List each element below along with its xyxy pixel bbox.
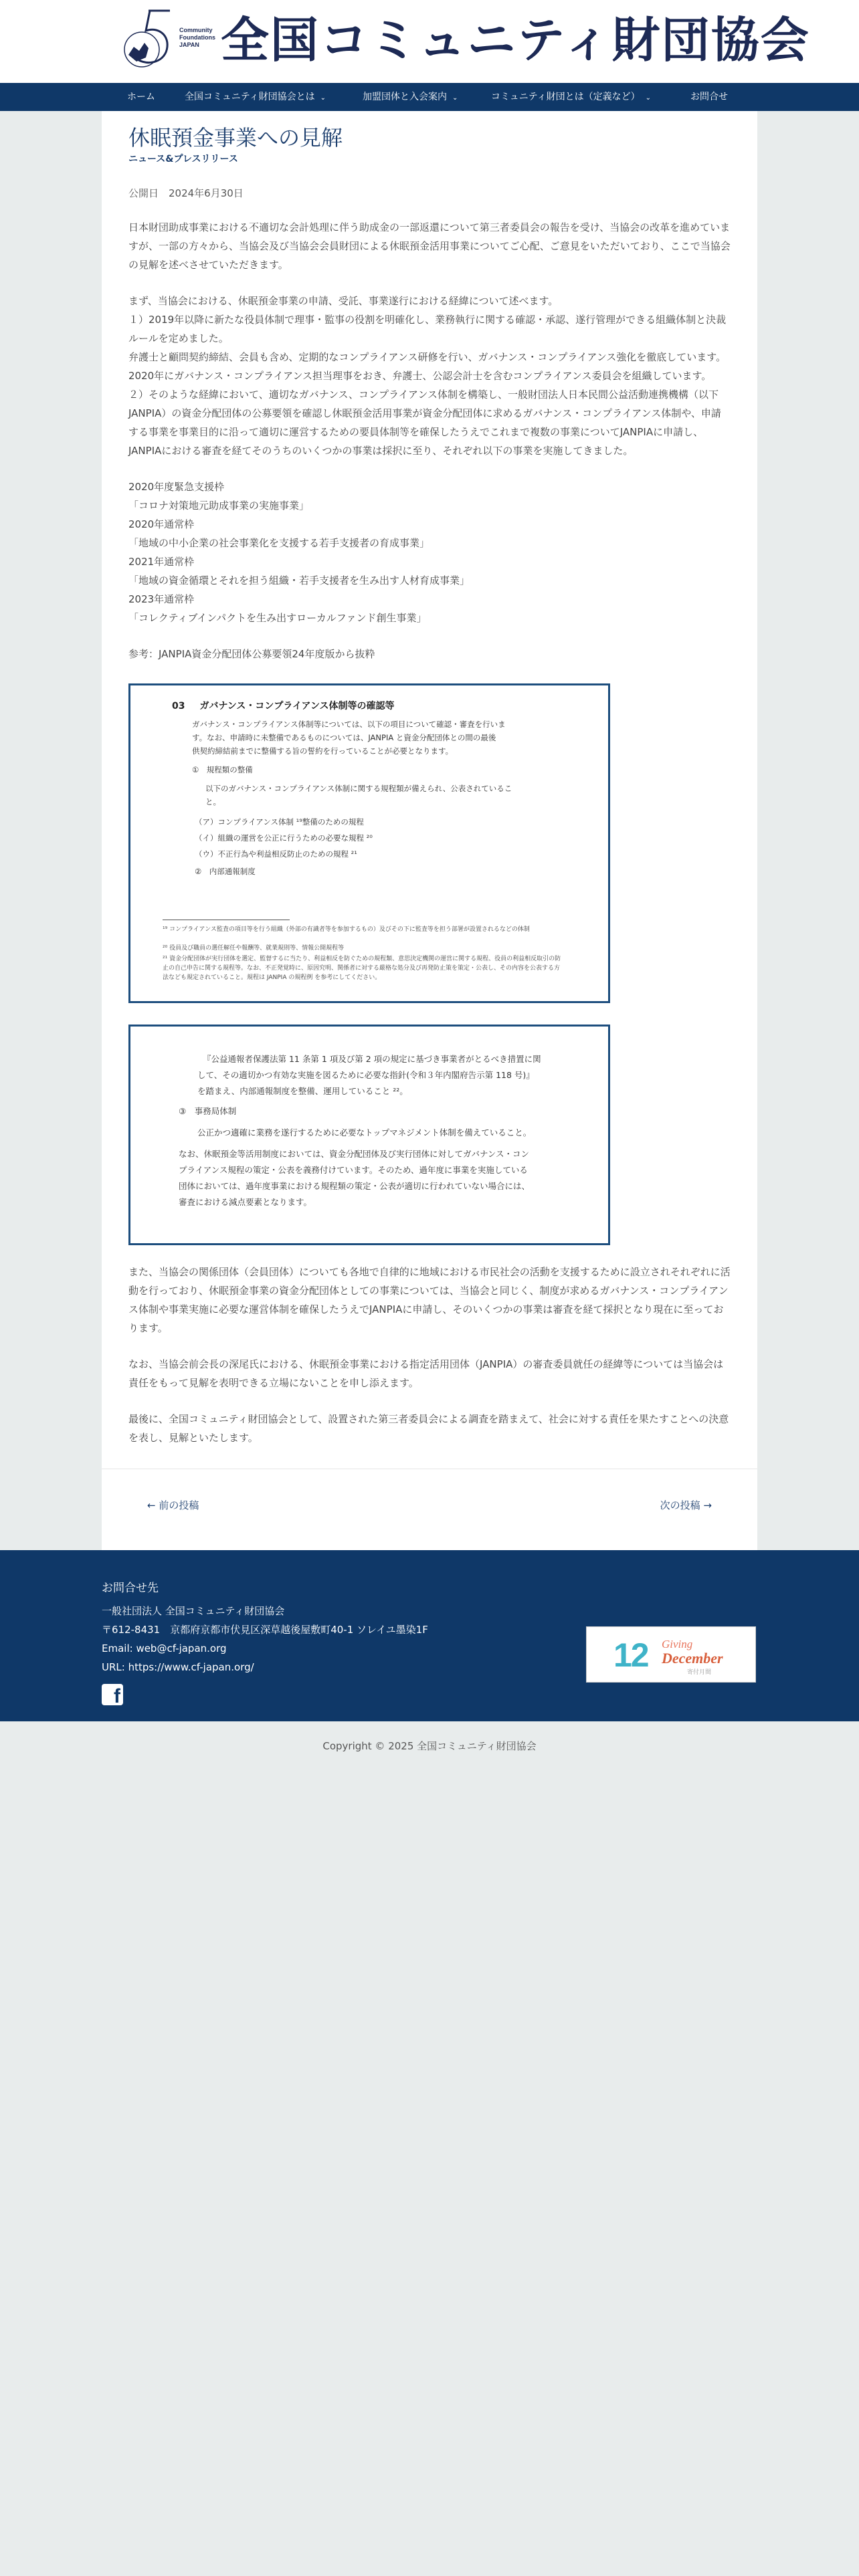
reference-note: 参考：JANPIA資金分配団体公募要領24年度版から抜粋 xyxy=(128,648,375,660)
copyright: Copyright © 2025 全国コミュニティ財団協会 xyxy=(322,1740,537,1752)
logo-small-text: Community Foundations JAPAN xyxy=(179,27,215,48)
nav-item-members[interactable]: 加盟団体と入会案内 ⌄ xyxy=(363,92,458,102)
footer-email[interactable]: Email: web@cf-japan.org xyxy=(102,1642,227,1654)
facebook-icon[interactable]: f xyxy=(102,1684,123,1705)
member-paragraph: また、当協会の関係団体（会員団体）についても各地で自律的に地域における市民社会の活動を支援するために設立されそれぞれに活動を行っており、休眠預金事業の資金分配団体としての事業については、当協会と同じく、制度が求めるガバナンス・コンプライアンス体制や事業実施に必要な運営体制を確保したうえでJANPIAに申請し、そのいくつかの事業は審査を経て採択となり現在に至っております。 xyxy=(128,1266,731,1334)
footer-url[interactable]: URL: https://www.cf-japan.org/ xyxy=(102,1661,254,1673)
giving-december-banner[interactable]: 12 Giving December 寄付月間 xyxy=(586,1626,756,1683)
publish-date: 公開日 2024年6月30日 xyxy=(128,187,244,199)
article-card xyxy=(102,111,757,1550)
chevron-down-icon: ⌄ xyxy=(452,94,458,102)
nav-item-home[interactable]: ホーム xyxy=(127,92,155,102)
nav-item-definition[interactable]: コミュニティ財団とは（定義など） ⌄ xyxy=(491,92,651,102)
excerpt-image-governance: 03 ガバナンス・コンプライアンス体制等の確認等 ガバナンス・コンプライアンス体制等については、以下の項目について確認・審査を行いま す。なお、申請時に未整備であるものについては、JANPIA と資金分配団体との間の最後 供契約締結前までに整備する旨の誓約を行っていることが必要となります。 ① 規程類の整備 以下のガバナンス・コンプライアンス体制に関する規程類が備えられ、公表されているこ と。 （ア）コンプライアンス体制 ¹⁹整備のための規程 （イ）組織の運営を公正に行うための必要な規程 ²⁰ （ウ）不正行為や利益相反防止のための規程 ²¹ ② 内部通報制度 ¹⁹ コンプライアンス監査の項目等を行う組織（外部の有識者等を参加するもの）及びその下に監査等を担う部署が設置されるなどの体制 ²⁰ 役員及び職員の選任解任や報酬等、就業規則等、情報公開規程等 ²¹ 資金分配団体が実行団体を選定、監督するに当たり、利益相反を防ぐための規程類、意思決定機関の運営に関する規程、役員の利益相反取引の防止の自己申告に関する規程等。なお、不正発覚時に、原因究明、関係者に対する厳格な処分及び再発防止策を策定・公表し、その内容を公表する方法なども規定されていること。規程は JANPIA の規程例 を参考にしてください。 xyxy=(128,683,610,1003)
footer-org: 一般社団法人 全国コミュニティ財団協会 xyxy=(102,1605,285,1617)
previous-post-link[interactable]: ← 前の投稿 xyxy=(147,1499,199,1511)
site-footer xyxy=(0,1550,859,1721)
intro-paragraph: 日本財団助成事業における不適切な会計処理に伴う助成金の一部返還について第三者委員会の報告を受け、当協会の改革を進めていますが、一部の方々から、当協会及び当協会会員財団による休眠預金活用事業についてご心配、ご意見をいただいており、ここで当協会の見解を述べさせていただきます。 xyxy=(128,221,731,271)
footer-address: 〒612-8431 京都府京都市伏見区深草越後屋敷町40-1 ソレイユ墨染1F xyxy=(102,1624,428,1636)
project-list: 2020年度緊急支援枠 「コロナ対策地元助成事業の実施事業」 2020年通常枠 「地域の中小企業の社会事業化を支援する若手支援者の育成事業」 2021年通常枠 「地域の資金循環とそれを担う組織・若手支援者を生み出す人材育成事業」 2023年通常枠 「コレクティブインパクトを生み出すローカルファンド創生事業」 xyxy=(128,481,470,624)
next-post-link[interactable]: 次の投稿 → xyxy=(660,1499,712,1511)
category-link[interactable]: ニュース&プレスリリース xyxy=(128,154,238,165)
nav-item-contact[interactable]: お問合せ xyxy=(690,92,728,102)
closing-paragraph: 最後に、全国コミュニティ財団協会として、設置された第三者委員会による調査を踏まえて、社会に対する責任を果たすことへの決意を表し、見解といたします。 xyxy=(128,1413,729,1444)
nav-item-about[interactable]: 全国コミュニティ財団協会とは ⌄ xyxy=(185,92,326,102)
chevron-down-icon: ⌄ xyxy=(320,94,326,102)
history-paragraph: まず、当協会における、休眠預金事業の申請、受託、事業遂行における経緯について述べます。 １）2019年以降に新たな役員体制で理事・監事の役割を明確化し、業務執行に関する確認・承認、遂行管理ができる組織体制と決裁ルールを定めました。 弁護士と顧問契約締結、会員も含め、定期的なコンプライアンス研修を行い、ガバナンス・コンプライアンス強化を徹底しています。 2020年にガバナンス・コンプライアンス担当理事をおき、弁護士、公認会計士を含むコンプライアンス委員会を組織しています。 ２）そのような経緯において、適切なガバナンス、コンプライアンス体制を構築し、一般財団法人日本民間公益活動連携機構（以下JANPIA）の資金分配団体の公募要領を確認し休眠預金活用事業が資金分配団体に求めるガバナンス・コンプライアンス体制や、申請する事業を事業目的に沿って適切に運営するための要員体制等を確保したうえでこれまで複数の事業についてJANPIAに申請し、JANPIAにおける審査を経てそのうちのいくつかの事業は採択に至り、それぞれ以下の事業を実施してきました。 xyxy=(128,295,727,457)
site-title[interactable]: 全国コミュニティ財団協会 xyxy=(221,12,810,68)
giving-number: 12 xyxy=(613,1636,648,1674)
page-title: 休眠預金事業への見解 xyxy=(128,125,343,150)
footer-heading: お問合せ先 xyxy=(102,1582,159,1595)
article xyxy=(128,123,731,1447)
excerpt-image-whistleblowing: 『公益通報者保護法第 11 条第 1 項及び第 2 項の規定に基づき事業者がとるべき措置に関 して、その適切かつ有効な実施を図るために必要な指針(令和３年内閣府告示第 118 号)』 を踏まえ、内部通報制度を整備、運用していること ²²。 ③ 事務局体制 公正かつ適確に業務を遂行するために必要なトップマネジメント体制を備えていること。 なお、休眠預金等活用制度においては、資金分配団体及び実行団体に対してガバナンス・コン プライアンス規程の策定・公表を義務付けています。そのため、過年度に事業を実施している 団体においては、過年度事業における規程類の策定・公表が適切に行われていない場合には、 審査における減点要素となります。 xyxy=(128,1025,610,1245)
excerpt-heading: 03 ガバナンス・コンプライアンス体制等の確認等 xyxy=(172,701,395,712)
main-nav xyxy=(0,83,859,111)
chevron-down-icon: ⌄ xyxy=(645,94,651,102)
logo-icon[interactable] xyxy=(122,8,179,72)
former-chair-paragraph: なお、当協会前会長の深尾氏における、休眠預金事業における指定活用団体（JANPIA）の審査委員就任の経緯等については当協会は責任をもって見解を表明できる立場にないことを申し添えます。 xyxy=(128,1358,724,1389)
site-header xyxy=(0,0,859,83)
